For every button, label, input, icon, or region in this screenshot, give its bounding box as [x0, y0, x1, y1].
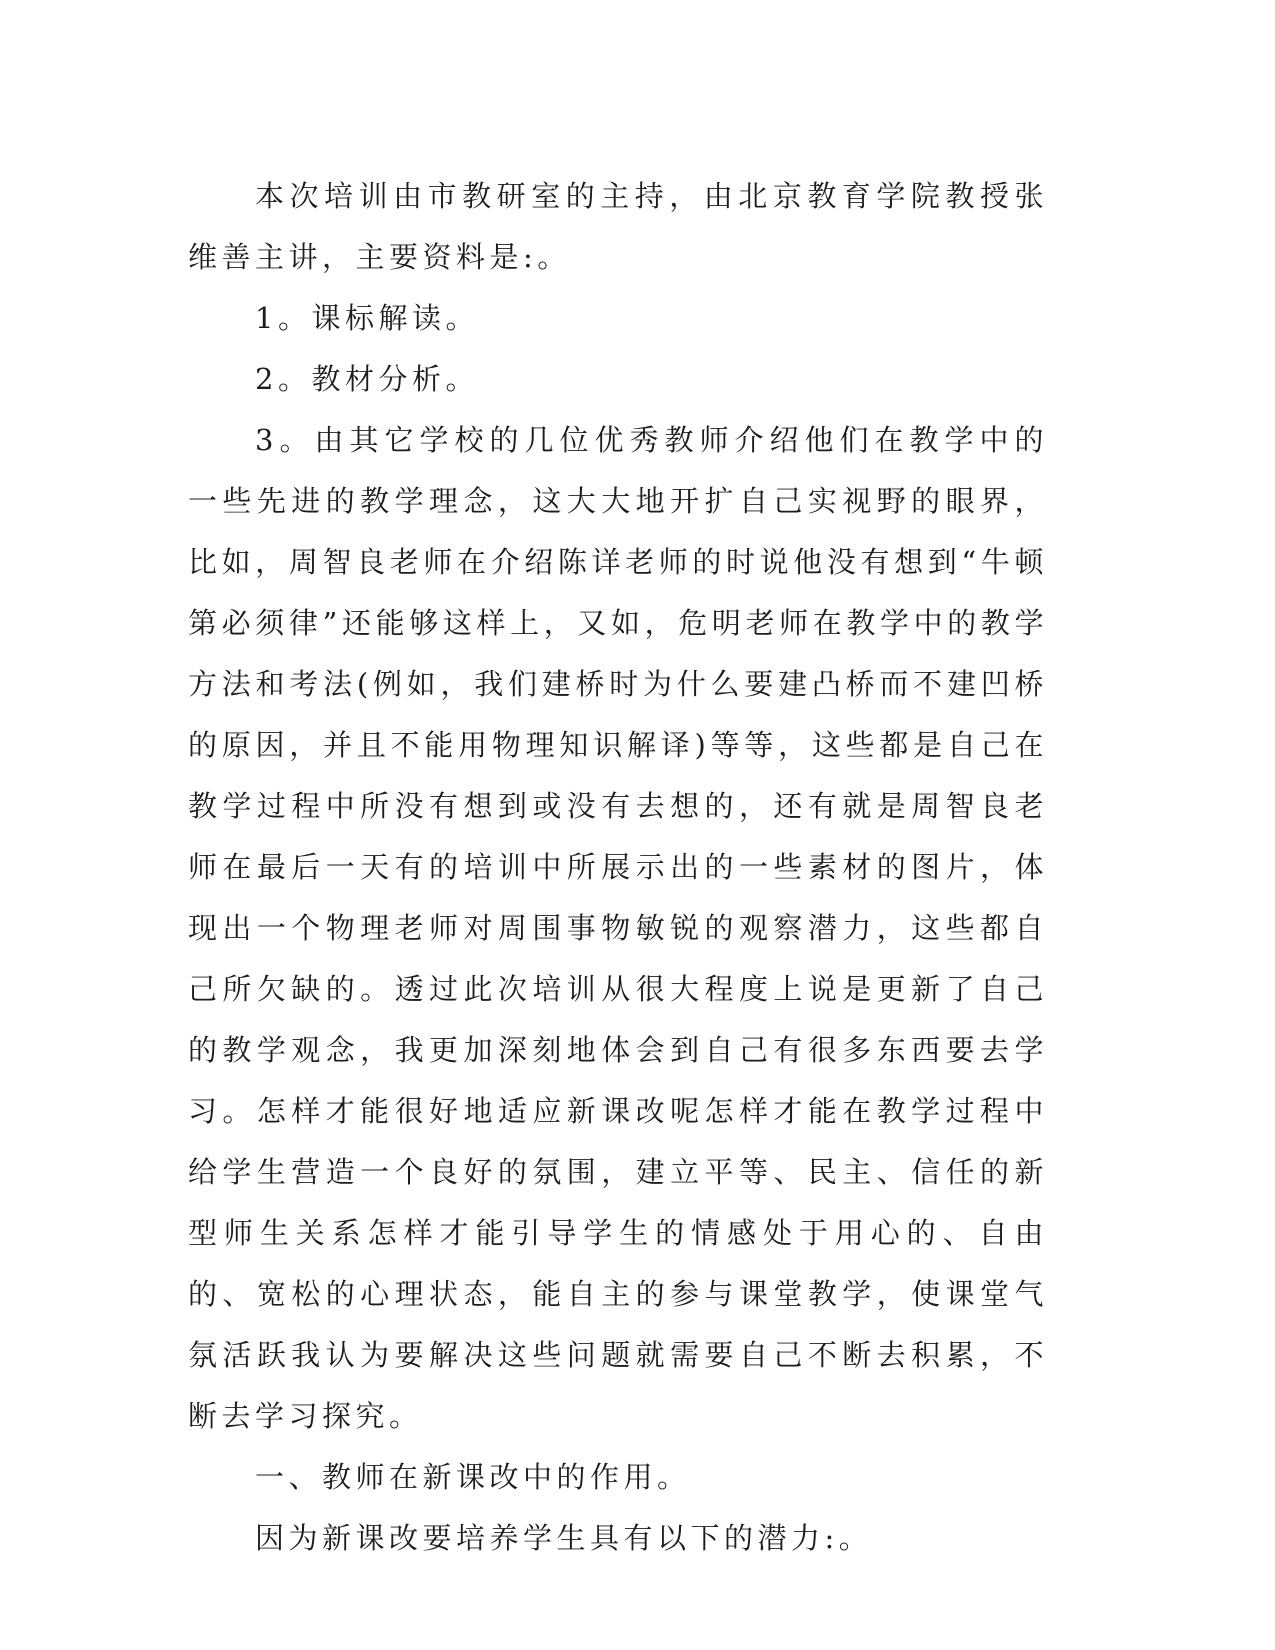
list-item-2: 2。教材分析。 [255, 362, 479, 396]
paragraph-intro: 本次培训由市教研室的主持，由北京教育学院教授张维善主讲，主要资料是:。 [188, 179, 1048, 274]
list-item-3: 3。由其它学校的几位优秀教师介绍他们在教学中的一些先进的教学理念，这大大地开扩自己实视野的眼界，比如，周智良老师在介绍陈详老师的时说他没有想到“牛顿第必须律”还能够这样上，又如，危明老师在教学中的教学方法和考法(例如，我们建桥时为什么要建凸桥而不建凹桥的原因，并且不能用物理知识解译)等等，这些都是自己在教学过程中所没有想到或没有去想的，还有就是周智良老师在最后一天有的培训中所展示出的一些素材的图片，体现出一个物理老师对周围事物敏锐的观察潜力，这些都自己所欠缺的。透过此次培训从很大程度上说是更新了自己的教学观念，我更加深刻地体会到自己有很多东西要去学习。怎样才能很好地适应新课改呢怎样才能在教学过程中给学生营造一个良好的氛围，建立平等、民主、信任的新型师生关系怎样才能引导学生的情感处于用心的、自由的、宽松的心理状态，能自主的参与课堂教学，使课堂气氛活跃我认为要解决这些问题就需要自己不断去积累，不断去学习探究。 [188, 423, 1048, 1433]
document-body [188, 166, 1048, 1569]
paragraph-abilities: 因为新课改要培养学生具有以下的潜力:。 [255, 1521, 873, 1555]
section-heading-teacher-role: 一、教师在新课改中的作用。 [255, 1460, 691, 1494]
list-item-1: 1。课标解读。 [255, 301, 479, 335]
